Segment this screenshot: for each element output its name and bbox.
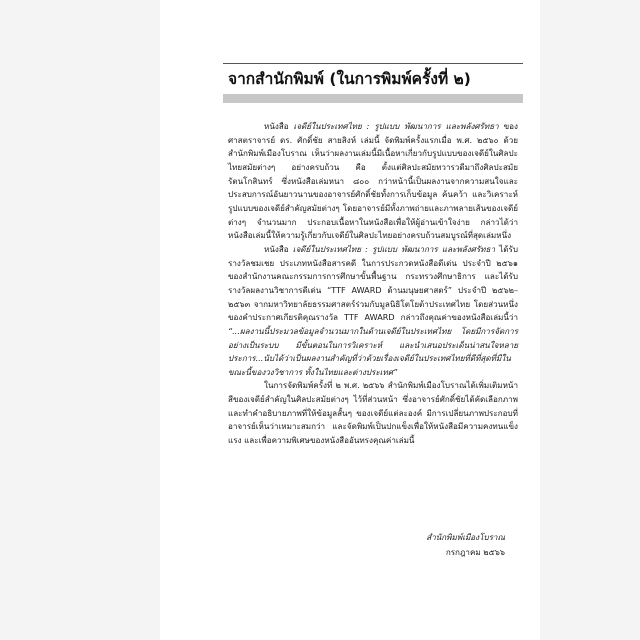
header-top-rule bbox=[223, 63, 523, 64]
text-run: หนังสือ bbox=[264, 121, 294, 131]
text-run: ได้รับรางวัลชมเชย ประเภทหนังสือสารคดี ในการประกวดหนังสือดีเด่น ประจำปี ๒๕๖๑ ของสำนักงานคณะกรรมการการศึกษาขั้นพื้นฐาน กระทรวงศึกษาธิการ และได้รับรางวัลผลงานวิชาการดีเด่น “TTF AWARD ด้านมนุษยศาสตร์” ประจำปี ๒๕๖๒–๒๕๖๓ จากมหาวิทยาลัยธรรมศาสตร์ร่วมกับมูลนิธิโตโยต้าประเทศไทย โดยส่วนหนึ่งของคำประกาศเกียรติคุณรางวัล TTF AWARD กล่าวถึงคุณค่าของหนังสือเล่มนี้ว่า bbox=[228, 243, 518, 323]
paragraph bbox=[228, 120, 518, 243]
text-run: ในการจัดพิมพ์ครั้งที่ ๒ พ.ศ. ๒๕๖๖ สำนักพิมพ์เมืองโบราณได้เพิ่มเติมหน้าสีของเจดีย์สำคัญในศิลปะสมัยต่างๆ ไว้ที่ส่วนหน้า ซึ่งอาจารย์ศักดิ์ชัยได้คัดเลือกภาพและทำคำอธิบายภาพที่ให้ข้อมูลสั้นๆ ของเจดีย์แต่ละองค์ มีการเปลี่ยนภาพประกอบที่อาจารย์เห็นว่าเหมาะสมกว่า และจัดพิมพ์เป็นปกแข็งเพื่อให้หนังสือมีความคงทนแข็งแรง และเพื่อความพิเศษของหนังสืออันทรงคุณค่าเล่มนี้ bbox=[228, 380, 518, 446]
italic-text-run: เจดีย์ในประเทศไทย : รูปแบบ พัฒนาการ และพลังศรัทธา bbox=[292, 243, 495, 254]
paragraph bbox=[228, 379, 518, 447]
signature-date: กรกฎาคม ๒๕๖๖ bbox=[445, 547, 505, 557]
header-gray-band bbox=[223, 94, 523, 103]
foreword-body bbox=[228, 120, 518, 448]
text-run: ของศาสตราจารย์ ดร. ศักดิ์ชัย สายสิงห์ เล่มนี้ จัดพิมพ์ครั้งแรกเมื่อ พ.ศ. ๒๕๖๐ ด้วยสำนักพิมพ์เมืองโบราณ เห็นว่าผลงานเล่มนี้มีเนื้อหาเกี่ยวกับรูปแบบของเจดีย์ในศิลปะไทยสมัยต่างๆ อย่างครบถ้วน คือ ตั้งแต่ศิลปะสมัยทวารวดีมาถึงศิลปะสมัยรัตนโกสินทร์ ซึ่งหนังสือเล่มหนา ๘๐๐ กว่าหน้านี้เป็นผลงานจากความสนใจและประสบการณ์อันยาวนานของอาจารย์ศักดิ์ชัยทั้งการเก็บข้อมูล ค้นคว้า และวิเคราะห์รูปแบบของเจดีย์สำคัญสมัยต่างๆ โดยอาจารย์มีทั้งภาพถ่ายและภาพลายเส้นของเจดีย์ต่างๆ จำนวนมาก ประกอบเนื้อหาในหนังสือเพื่อให้ผู้อ่านเข้าใจง่าย กล่าวได้ว่าหนังสือเล่มนี้ให้ความรู้เกี่ยวกับเจดีย์ในศิลปะไทยอย่างครบถ้วนสมบูรณ์ที่สุดเล่มหนึ่ง bbox=[228, 121, 518, 241]
text-run: หนังสือ bbox=[264, 243, 293, 254]
page-title: จากสำนักพิมพ์ (ในการพิมพ์ครั้งที่ ๒) bbox=[228, 70, 471, 88]
italic-text-run: “...ผลงานนี้ประมวลข้อมูลจำนวนมากในด้านเจดีย์ในประเทศไทย โดยมีการจัดการอย่างเป็นระบบ มีขั้นตอนในการวิเคราะห์ และนำเสนอประเด็นน่าสนใจหลายประการ...นับได้ว่าเป็นผลงานสำคัญที่ว่าด้วยเรื่องเจดีย์ในประเทศไทยที่ดีที่สุดที่มีในขณะนี้ของวงวิชาการ ทั้งในไทยและต่างประเทศ” bbox=[228, 325, 518, 377]
publisher-signature: สำนักพิมพ์เมืองโบราณ bbox=[426, 532, 505, 542]
italic-text-run: เจดีย์ในประเทศไทย : รูปแบบ พัฒนาการ และพลังศรัทธา bbox=[293, 121, 499, 131]
paragraph bbox=[228, 243, 518, 380]
